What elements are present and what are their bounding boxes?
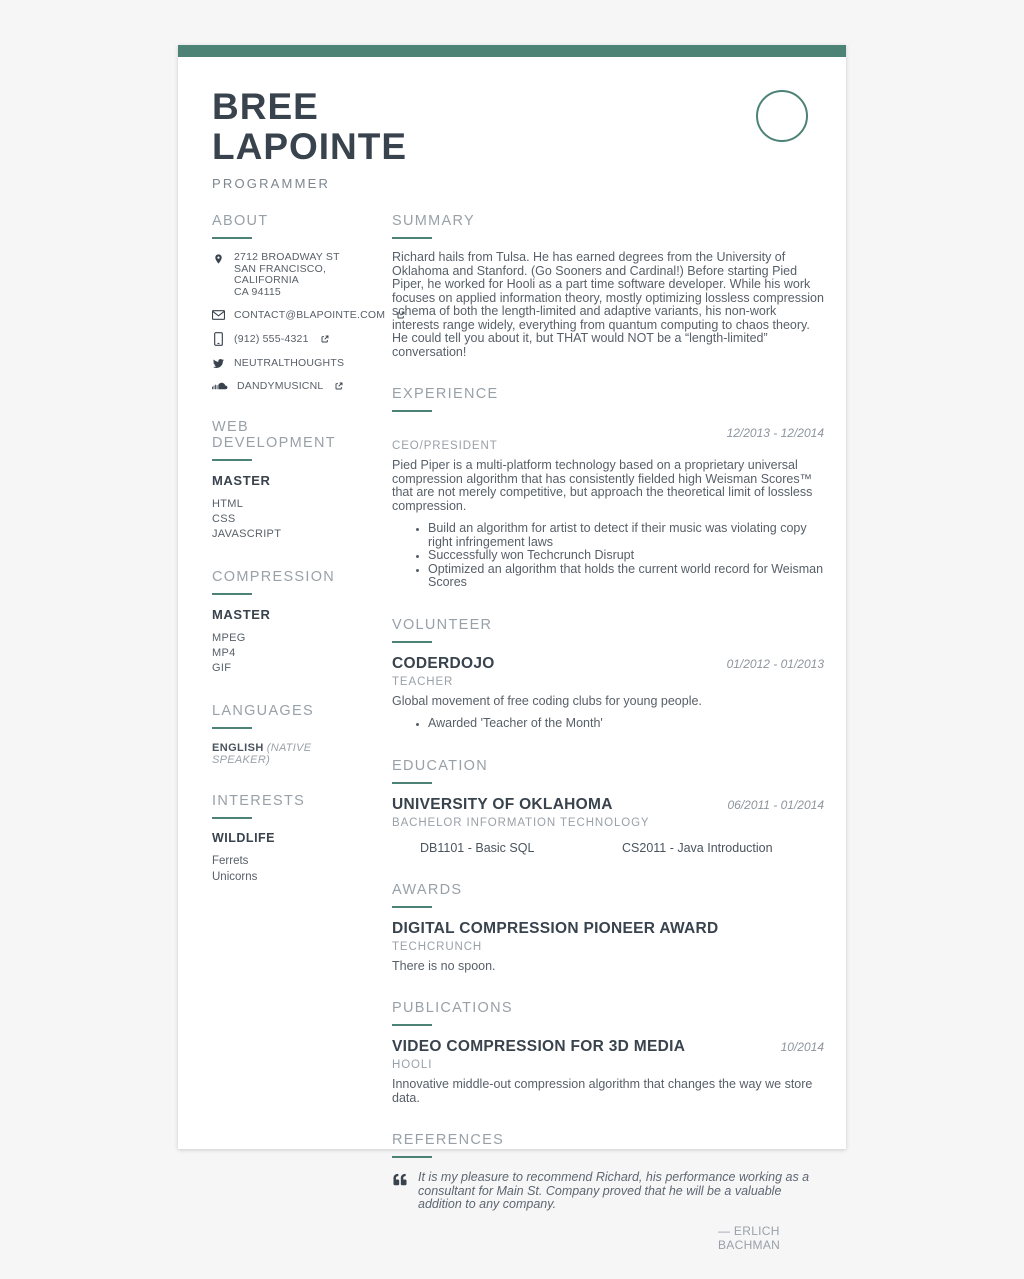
publication-description: Innovative middle-out compression algorithm that changes the way we store data. <box>392 1077 813 1105</box>
section-rule <box>392 410 432 412</box>
award-title: DIGITAL COMPRESSION PIONEER AWARD <box>392 919 719 937</box>
about-heading: ABOUT <box>212 213 269 229</box>
language-name: ENGLISH <box>212 742 264 754</box>
section-rule <box>212 727 252 729</box>
interests-section <box>212 793 372 885</box>
soundcloud-handle-text: DANDYMUSICNL <box>237 380 324 392</box>
entry-date: 10/2014 <box>780 1040 824 1054</box>
publications-heading: PUBLICATIONS <box>392 1000 513 1016</box>
twitter-handle-text: NEUTRALTHOUGHTS <box>234 357 345 369</box>
accent-top-bar <box>178 45 846 57</box>
avatar <box>756 90 808 142</box>
sidebar <box>212 213 386 912</box>
entry-header <box>392 424 824 440</box>
envelope-icon <box>212 310 225 320</box>
skill-level: MASTER <box>212 473 271 488</box>
address-line: CA 94115 <box>234 285 281 298</box>
skill-item: CSS <box>212 513 236 525</box>
reference-entry <box>392 1171 824 1212</box>
entry-header <box>392 655 824 673</box>
entry-bullets <box>392 522 824 590</box>
address-line: SAN FRANCISCO, CALIFORNIA <box>234 262 327 286</box>
skill-item: MP4 <box>212 647 236 659</box>
section-rule <box>392 237 432 239</box>
first-name: BREE <box>212 86 319 127</box>
summary-section <box>392 213 824 359</box>
interest-item: Ferrets <box>212 855 249 867</box>
section-rule <box>392 1156 432 1158</box>
language-note: (NATIVE SPEAKER) <box>212 742 312 766</box>
course-item: DB1101 - Basic SQL <box>420 840 535 855</box>
section-rule <box>392 1024 432 1026</box>
education-section <box>392 758 824 855</box>
address-line: 2712 BROADWAY ST <box>234 251 340 263</box>
quote-icon <box>392 1171 408 1212</box>
interests-heading: INTERESTS <box>212 793 306 809</box>
publication-publisher: HOOLI <box>392 1059 433 1071</box>
candidate-name <box>212 87 512 167</box>
skill-item: GIF <box>212 662 232 674</box>
entry-date: 12/2013 - 12/2014 <box>726 426 824 440</box>
location-pin-icon <box>212 252 225 266</box>
languages-section <box>212 703 372 766</box>
entry-description: Global movement of free coding clubs for young people. <box>392 693 702 708</box>
publication-entry <box>392 1038 824 1105</box>
entry-title: CODERDOJO <box>392 654 495 672</box>
bullet-item: • Optimized an algorithm that holds the current world record for Weisman Scores <box>428 563 824 590</box>
twitter-icon <box>212 358 225 369</box>
volunteer-entry <box>392 655 824 731</box>
education-heading: EDUCATION <box>392 757 489 774</box>
award-entry <box>392 920 824 974</box>
school-name: UNIVERSITY OF OKLAHOMA <box>392 795 613 813</box>
experience-section <box>392 386 824 590</box>
award-issuer: TECHCRUNCH <box>392 940 483 953</box>
address-text <box>234 252 372 298</box>
external-link-icon <box>321 335 329 343</box>
entry-header <box>392 1038 824 1056</box>
skill-item: JAVASCRIPT <box>212 528 282 540</box>
entry-date: 06/2011 - 01/2014 <box>727 797 824 812</box>
main-content <box>392 213 824 1279</box>
skill-item: MPEG <box>212 632 246 644</box>
awards-section <box>392 882 824 974</box>
award-description: There is no spoon. <box>392 958 496 973</box>
interest-item: Unicorns <box>212 871 258 883</box>
references-heading: REFERENCES <box>392 1132 505 1148</box>
skill-list <box>212 631 372 676</box>
section-rule <box>392 782 432 784</box>
volunteer-heading: VOLUNTEER <box>392 616 493 633</box>
entry-header <box>392 796 824 814</box>
skills-heading: COMPRESSION <box>212 569 336 585</box>
entry-description: Pied Piper is a multi-platform technology based on a proprietary universal compression algorithm that has consistently fielded high Weisman Scores™ that are not merely competitive, but approach the theoretical limit of lossless compression. <box>392 458 813 513</box>
entry-role: CEO/PRESIDENT <box>392 440 498 452</box>
resume-page <box>178 45 846 1252</box>
education-entry <box>392 796 824 855</box>
degree-name: BACHELOR INFORMATION TECHNOLOGY <box>392 816 650 829</box>
experience-heading: EXPERIENCE <box>392 386 499 402</box>
entry-role: TEACHER <box>392 675 454 688</box>
section-rule <box>212 817 252 819</box>
address-row <box>212 252 372 298</box>
publication-title: VIDEO COMPRESSION FOR 3D MEDIA <box>392 1038 686 1055</box>
summary-heading: SUMMARY <box>392 213 475 229</box>
last-name: LAPOINTE <box>212 126 408 167</box>
section-rule <box>212 237 252 239</box>
email-row[interactable] <box>212 309 386 321</box>
reference-attribution: — ERLICH BACHMAN <box>718 1223 781 1252</box>
skills-heading: WEB DEVELOPMENT <box>212 419 336 451</box>
section-rule <box>212 593 252 595</box>
reference-quote: It is my pleasure to recommend Richard, his performance working as a consultant for Main St. Company proved that he will be a valuable addition to any company. <box>418 1170 810 1211</box>
section-rule <box>392 906 432 908</box>
bullet-item: • Awarded 'Teacher of the Month' <box>428 717 824 731</box>
volunteer-section <box>392 617 824 731</box>
course-item: CS2011 - Java Introduction <box>622 840 773 855</box>
bullet-item: • Build an algorithm for artist to detect if their music was violating copy right infringement laws <box>428 522 824 549</box>
publications-section <box>392 1000 824 1105</box>
mobile-phone-icon <box>212 332 225 346</box>
languages-heading: LANGUAGES <box>212 703 314 719</box>
experience-entry <box>392 424 824 590</box>
skill-list <box>212 497 372 542</box>
skill-level: MASTER <box>212 607 271 622</box>
bullet-item: • Successfully won Techcrunch Disrupt <box>428 549 824 563</box>
twitter-row <box>212 357 372 369</box>
section-rule <box>392 641 432 643</box>
entry-header <box>392 920 824 938</box>
skills-section-web-development <box>212 419 372 542</box>
interest-list <box>212 853 372 885</box>
course-list <box>392 841 824 855</box>
awards-heading: AWARDS <box>392 881 463 898</box>
language-row <box>212 742 372 766</box>
job-title: PROGRAMMER <box>212 176 331 191</box>
interest-category: WILDLIFE <box>212 831 276 845</box>
references-section <box>392 1132 824 1252</box>
phone-row[interactable] <box>212 332 372 346</box>
section-rule <box>212 459 252 461</box>
skills-section-compression <box>212 569 372 676</box>
skill-item: HTML <box>212 498 244 510</box>
phone-text: (912) 555-4321 <box>234 333 309 345</box>
soundcloud-row[interactable] <box>212 380 372 392</box>
soundcloud-icon <box>212 382 228 390</box>
email-text: CONTACT@BLAPOINTE.COM <box>234 309 386 321</box>
entry-date: 01/2012 - 01/2013 <box>726 656 824 671</box>
summary-text: Richard hails from Tulsa. He has earned degrees from the University of Oklahoma and Stanford. (Go Sooners and Cardinal!) Before starting Pied Piper, he worked for Hooli as a part time software developer. While his work focuses on applied information theory, mostly optimizing lossless compression schema of both the length-limited and adaptive variants, his non-work interests range widely, everything from quantum computing to chaos theory. He could tell you about it, but THAT would NOT be a “length-limited” conversation! <box>392 250 824 359</box>
entry-bullets <box>392 717 824 731</box>
external-link-icon <box>335 382 343 390</box>
about-section <box>212 213 386 392</box>
